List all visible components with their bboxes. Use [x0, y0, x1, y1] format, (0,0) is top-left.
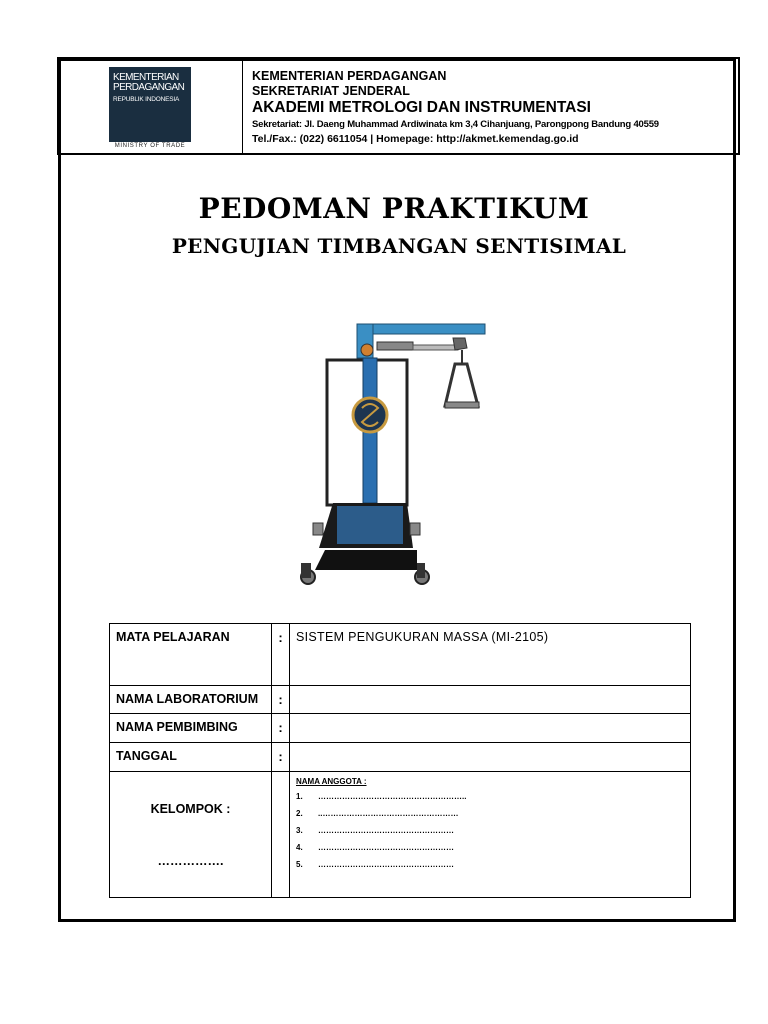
member-dots: ……………………………………………: [318, 843, 454, 852]
group-row: [110, 772, 691, 898]
member-number: 5.: [296, 860, 303, 869]
ministry-logo: [109, 67, 191, 142]
academy-name: AKADEMI METROLOGI DAN INSTRUMENTASI: [252, 99, 591, 116]
member-number: 1.: [296, 792, 303, 801]
ministry-name: KEMENTERIAN PERDAGANGAN: [252, 69, 447, 83]
member-line[interactable]: [296, 809, 690, 826]
table-row: [110, 714, 691, 743]
member-line[interactable]: [296, 792, 690, 809]
member-dots: ……………………………………………: [318, 826, 454, 835]
logo-line-2: PERDAGANGAN: [113, 82, 185, 93]
address: Sekretariat: Jl. Daeng Muhammad Ardiwinata km 3,4 Cihanjuang, Parongpong Bandung 40559: [252, 119, 659, 130]
group-label-cell: [110, 772, 272, 898]
members-cell: [290, 772, 691, 898]
group-number-dots: …………….: [157, 853, 224, 868]
row-colon: :: [272, 714, 290, 743]
row-colon: :: [272, 624, 290, 686]
member-line[interactable]: [296, 843, 690, 860]
centesimal-scale-image: [295, 318, 495, 598]
row-value[interactable]: [290, 686, 691, 714]
group-label: KELOMPOK :: [150, 801, 231, 816]
table-row: [110, 743, 691, 772]
document-title: PEDOMAN PRAKTIKUM: [198, 192, 590, 225]
table-row: [110, 686, 691, 714]
row-colon: :: [272, 743, 290, 772]
member-dots: ……………………………………………: [318, 860, 454, 869]
row-colon: :: [272, 686, 290, 714]
letterhead-text: [252, 69, 732, 147]
member-dots: ..……………………………………………: [318, 809, 459, 818]
row-label: TANGGAL: [110, 743, 272, 772]
logo-line-3: REPUBLIK INDONESIA: [113, 96, 180, 103]
info-table: [109, 623, 691, 898]
row-value: SISTEM PENGUKURAN MASSA (MI-2105): [290, 624, 691, 686]
member-number: 4.: [296, 843, 303, 852]
member-line[interactable]: [296, 826, 690, 843]
row-value[interactable]: [290, 743, 691, 772]
secretariat-name: SEKRETARIAT JENDERAL: [252, 84, 410, 98]
member-number: 3.: [296, 826, 303, 835]
row-label: NAMA LABORATORIUM: [110, 686, 272, 714]
row-label: MATA PELAJARAN: [110, 624, 272, 686]
header-edge: [734, 59, 739, 153]
contact-info: Tel./Fax.: (022) 6611054 | Homepage: http://akmet.kemendag.go.id: [252, 133, 579, 145]
members-title: NAMA ANGGOTA :: [296, 777, 367, 786]
member-number: 2.: [296, 809, 303, 818]
logo-cell: [59, 59, 243, 153]
letterhead: [57, 57, 740, 155]
member-line[interactable]: [296, 860, 690, 877]
logo-caption: MINISTRY OF TRADE: [114, 143, 186, 149]
group-colon-cell: [272, 772, 290, 898]
row-label: NAMA PEMBIMBING: [110, 714, 272, 743]
logo-line-1: KEMENTERIAN: [113, 72, 179, 83]
row-value[interactable]: [290, 714, 691, 743]
member-dots: ………………………………………………..: [318, 792, 467, 801]
document-subtitle: PENGUJIAN TIMBANGAN SENTISIMAL: [171, 234, 627, 258]
table-row: [110, 624, 691, 686]
